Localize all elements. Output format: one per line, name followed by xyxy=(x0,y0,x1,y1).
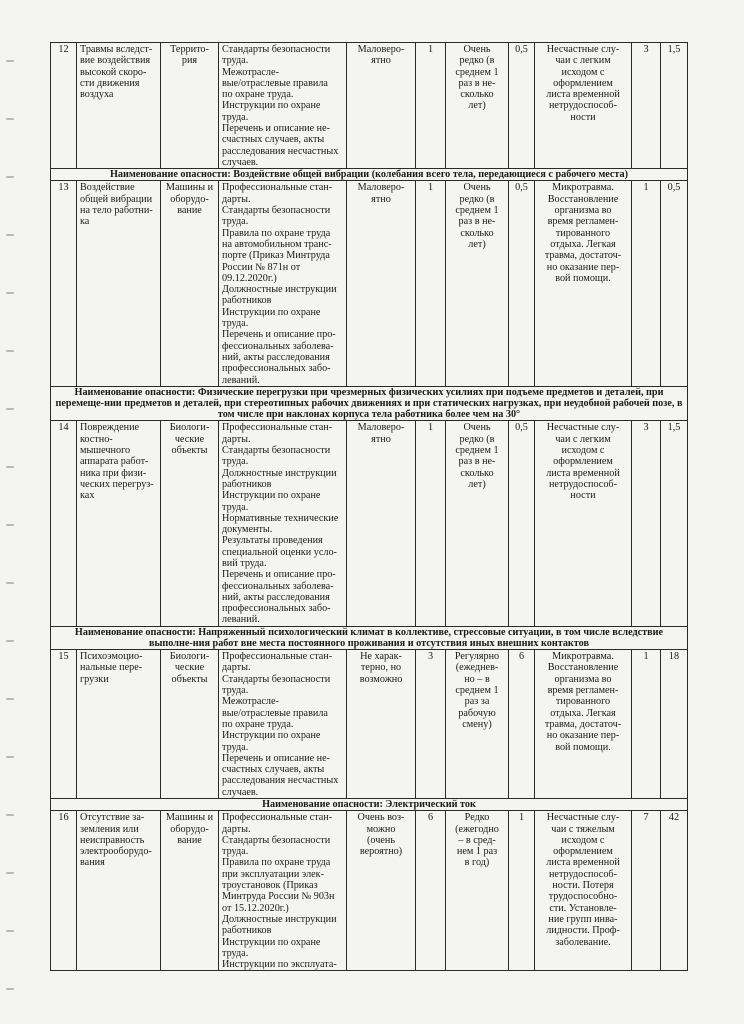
regulatory-documents: Стандарты безопасности труда. Межотрасле- вые/отраслевые правила по охране труда. Инструкции по охране труда. Перечень и описание не- счастных случаев, акты расследования несчастных случаев. xyxy=(219,43,347,169)
hazard-source: Биологи- ческие объекты xyxy=(161,650,219,799)
hazard-event: Травмы вследст- вие воздействия высокой скоро- сти движения воздуха xyxy=(77,43,161,169)
table-row xyxy=(51,43,688,169)
regulatory-documents: Профессиональные стан- дарты. Стандарты безопасности труда. Правила по охране труда на автомобильном транс- порте (Приказ Минтруда России № 871н от 09.12.2020г.) Должностные инструкции работников Инструкции по охране труда. Перечень и описание про- фессиональных заболева- ний, акты расследования профессиональных забо- леваний. xyxy=(219,181,347,386)
table-row xyxy=(51,650,688,799)
hazard-event: Психоэмоцио- нальные пере- грузки xyxy=(77,650,161,799)
table-row xyxy=(51,811,688,971)
risk-score: 0,5 xyxy=(661,181,688,386)
row-number: 12 xyxy=(51,43,77,169)
probability-score: 6 xyxy=(416,811,446,971)
frequency-score: 0,5 xyxy=(509,181,535,386)
hazard-header: Наименование опасности: Электрический ток xyxy=(51,799,688,811)
risk-score: 1,5 xyxy=(661,43,688,169)
probability-text: Не харак- терно, но возможно xyxy=(347,650,416,799)
hazard-header: Наименование опасности: Напряженный психологический климат в коллективе, стрессовые ситуации, в том числе вследствие выполне-ния работ вне места постоянного проживания и отсутствия иных внешних контактов xyxy=(51,626,688,649)
table-row xyxy=(51,181,688,386)
hazard-header: Наименование опасности: Воздействие общей вибрации (колебания всего тела, передающиеся с рабочего места) xyxy=(51,169,688,181)
consequence-text: Микротравма. Восстановление организма во время регламен- тированного отдыха. Легкая травма, достаточ- но оказание пер- вой помощи. xyxy=(535,181,632,386)
frequency-text: Очень редко (в среднем 1 раз в не- сколько лет) xyxy=(446,43,509,169)
consequence-text: Несчастные слу- чаи с тяжелым исходом с оформлением листа временной нетрудоспособ- ности. Потеря трудоспособно- сти. Установле- ние групп инва- лидности. Проф- заболевание. xyxy=(535,811,632,971)
frequency-score: 1 xyxy=(509,811,535,971)
hazard-source: Машины и оборудо- вание xyxy=(161,181,219,386)
hazard-event: Повреждение костно- мышечного аппарата работ- ника при физи- ческих перегруз- ках xyxy=(77,421,161,626)
hazard-source: Машины и оборудо- вание xyxy=(161,811,219,971)
probability-text: Маловеро- ятно xyxy=(347,181,416,386)
row-number: 13 xyxy=(51,181,77,386)
hazard-event: Воздействие общей вибрации на тело работни- ка xyxy=(77,181,161,386)
regulatory-documents: Профессиональные стан- дарты. Стандарты безопасности труда. Межотрасле- вые/отраслевые правила по охране труда. Инструкции по охране труда. Перечень и описание не- счастных случаев, акты расследования несчастных случаев. xyxy=(219,650,347,799)
hazard-header-row xyxy=(51,799,688,811)
severity-score: 7 xyxy=(632,811,661,971)
hazard-header-row xyxy=(51,169,688,181)
hazard-header: Наименование опасности: Физические перегрузки при чрезмерных физических усилиях при подъеме предметов и деталей, при перемеще-нии предметов и деталей, при стереотипных рабочих движениях и при статических нагрузках, при неудобной рабочей позе, в том числе при наклонах корпуса тела работника более чем на 30° xyxy=(51,386,688,421)
row-number: 14 xyxy=(51,421,77,626)
frequency-text: Очень редко (в среднем 1 раз в не- сколько лет) xyxy=(446,421,509,626)
frequency-text: Редко (ежегодно – в сред- нем 1 раз в год) xyxy=(446,811,509,971)
frequency-score: 0,5 xyxy=(509,421,535,626)
hazard-source: Террито- рия xyxy=(161,43,219,169)
row-number: 16 xyxy=(51,811,77,971)
binding-holes xyxy=(0,0,22,1024)
probability-score: 3 xyxy=(416,650,446,799)
risk-score: 1,5 xyxy=(661,421,688,626)
hazard-source: Биологи- ческие объекты xyxy=(161,421,219,626)
consequence-text: Несчастные слу- чаи с легким исходом с оформлением листа временной нетрудоспособ- ности xyxy=(535,43,632,169)
severity-score: 1 xyxy=(632,181,661,386)
probability-text: Маловеро- ятно xyxy=(347,421,416,626)
table-row xyxy=(51,421,688,626)
probability-score: 1 xyxy=(416,181,446,386)
consequence-text: Микротравма. Восстановление организма во время регламен- тированного отдыха. Легкая травма, достаточ- но оказание пер- вой помощи. xyxy=(535,650,632,799)
row-number: 15 xyxy=(51,650,77,799)
hazard-event: Отсутствие за- земления или неисправность электрооборудо- вания xyxy=(77,811,161,971)
frequency-score: 0,5 xyxy=(509,43,535,169)
severity-score: 1 xyxy=(632,650,661,799)
risk-assessment-table xyxy=(50,42,688,971)
frequency-text: Регулярно (ежеднев- но – в среднем 1 раз за рабочую смену) xyxy=(446,650,509,799)
severity-score: 3 xyxy=(632,43,661,169)
hazard-header-row xyxy=(51,626,688,649)
frequency-text: Очень редко (в среднем 1 раз в не- сколько лет) xyxy=(446,181,509,386)
hazard-header-row xyxy=(51,386,688,421)
probability-text: Очень воз- можно (очень вероятно) xyxy=(347,811,416,971)
frequency-score: 6 xyxy=(509,650,535,799)
probability-score: 1 xyxy=(416,421,446,626)
risk-score: 18 xyxy=(661,650,688,799)
severity-score: 3 xyxy=(632,421,661,626)
consequence-text: Несчастные слу- чаи с легким исходом с оформлением листа временной нетрудоспособ- ности xyxy=(535,421,632,626)
risk-score: 42 xyxy=(661,811,688,971)
regulatory-documents: Профессиональные стан- дарты. Стандарты безопасности труда. Должностные инструкции работников Инструкции по охране труда. Нормативные технические документы. Результаты проведения специальной оценки усло- вий труда. Перечень и описание про- фессиональных заболева- ний, акты расследования профессиональных забо- леваний. xyxy=(219,421,347,626)
probability-text: Маловеро- ятно xyxy=(347,43,416,169)
probability-score: 1 xyxy=(416,43,446,169)
regulatory-documents: Профессиональные стан- дарты. Стандарты безопасности труда. Правила по охране труда при эксплуатации элек- троустановок (Приказ Минтруда России № 903н от 15.12.2020г.) Должностные инструкции работников Инструкции по охране труда. Инструкции по эксплуата- xyxy=(219,811,347,971)
